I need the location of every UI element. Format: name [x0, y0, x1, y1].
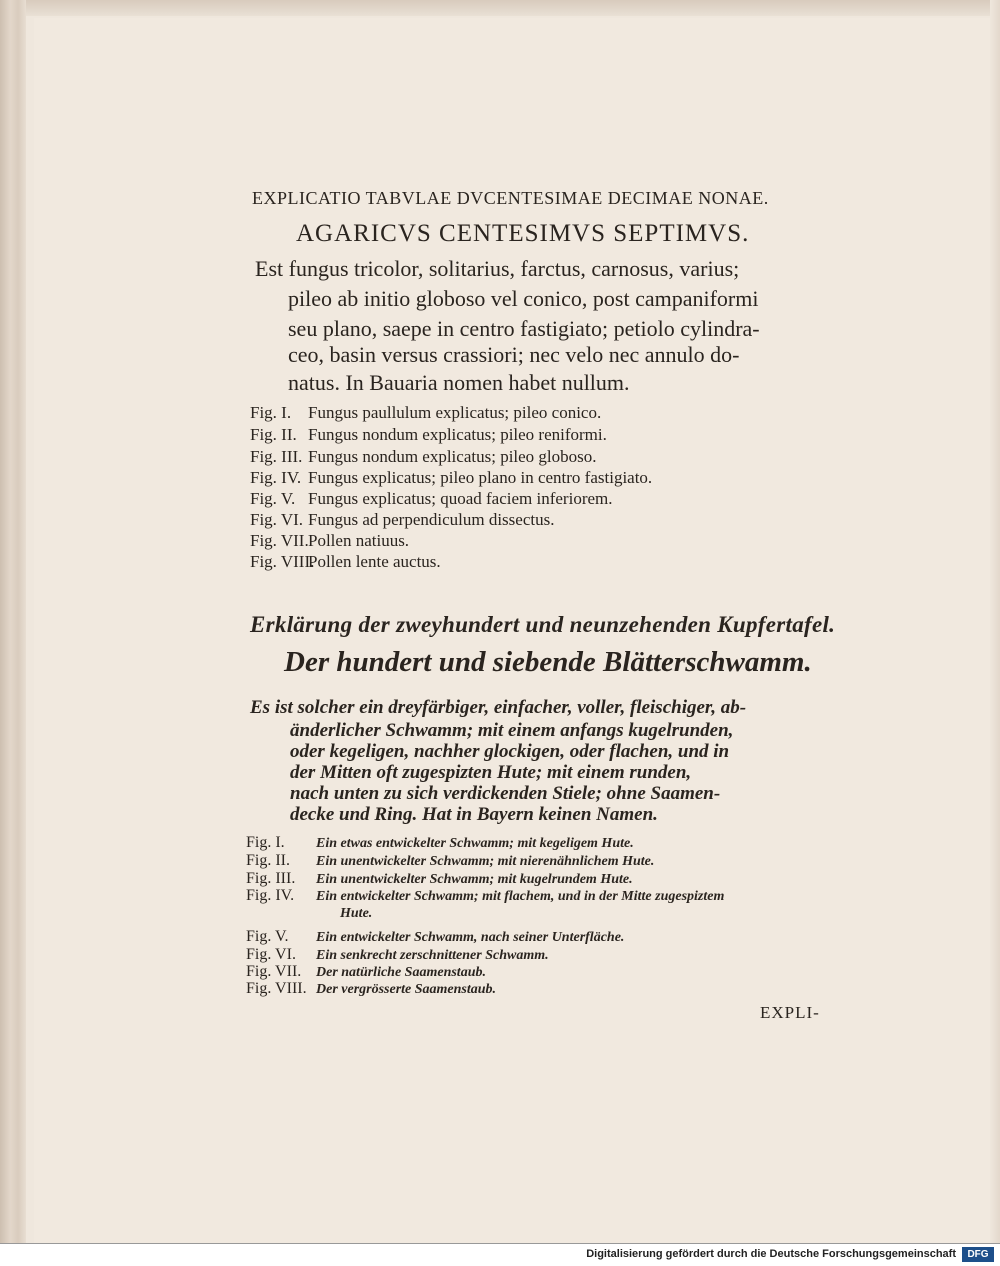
german-figure-item [246, 887, 724, 905]
figure-text: Der vergrösserte Saamenstaub. [316, 982, 497, 997]
german-paragraph-line: der Mitten oft zugespizten Hute; mit einem runden, [290, 762, 692, 783]
figure-label: Fig. VII. [250, 531, 309, 550]
german-heading: Erklärung der zweyhundert und neunzehenden Kupfertafel. [250, 612, 836, 637]
figure-label: Fig. II. [246, 852, 290, 869]
footer-bar [0, 1243, 1000, 1266]
figure-text: Der natürliche Saamenstaub. [316, 965, 486, 980]
figure-label: Fig. VIII. [246, 980, 307, 997]
figure-text: Fungus nondum explicatus; pileo globoso. [308, 447, 597, 466]
latin-figure-item [250, 425, 607, 445]
figure-label: Fig. VI. [246, 946, 296, 963]
latin-paragraph-line: ceo, basin versus crassiori; nec velo nec annulo do- [288, 342, 740, 367]
german-figure-item [246, 870, 633, 888]
german-figure-item [246, 834, 634, 852]
latin-figure-item [250, 510, 554, 530]
figure-text: Fungus explicatus; pileo plano in centro fastigiato. [308, 468, 653, 487]
latin-figure-item [250, 468, 652, 488]
latin-heading: EXPLICATIO TABVLAE DVCENTESIMAE DECIMAE NONAE. [252, 188, 769, 208]
figure-label: Fig. V. [250, 489, 296, 508]
latin-figure-item [250, 489, 613, 509]
figure-text: Ein entwickelter Schwamm, nach seiner Unterfläche. [316, 930, 625, 945]
german-paragraph-line: nach unten zu sich verdickenden Stiele; ohne Saamen- [290, 783, 721, 804]
latin-figure-item [250, 531, 409, 551]
latin-paragraph-line: Est fungus tricolor, solitarius, farctus, carnosus, varius; [255, 256, 740, 281]
figure-text: Ein etwas entwickelter Schwamm; mit kegeligem Hute. [316, 836, 634, 851]
figure-label: Fig. II. [250, 425, 297, 444]
latin-paragraph-line: natus. In Bauaria nomen habet nullum. [288, 370, 630, 395]
figure-label: Fig. VII. [246, 963, 302, 980]
german-paragraph-line: decke und Ring. Hat in Bayern keinen Namen. [290, 804, 658, 825]
dfg-logo: DFG [962, 1247, 994, 1262]
latin-figure-item [250, 403, 601, 423]
figure-text: Fungus paullulum explicatus; pileo conico. [308, 403, 602, 422]
figure-text: Fungus ad perpendiculum dissectus. [308, 510, 555, 529]
german-figure-item [246, 928, 624, 946]
figure-text: Ein senkrecht zerschnittener Schwamm. [316, 948, 549, 963]
latin-figure-item [250, 447, 597, 467]
german-figure-item [246, 963, 486, 981]
german-figure-item [246, 980, 496, 998]
page-top-edge [0, 0, 1000, 16]
german-figure-item [246, 852, 654, 870]
figure-text: Pollen lente auctus. [308, 552, 441, 571]
german-figure-item [246, 946, 549, 964]
figure-label: Fig. IV. [250, 468, 302, 487]
figure-label: Fig. III. [250, 447, 303, 466]
figure-label: Fig. III. [246, 870, 296, 887]
catchword: EXPLI- [760, 1003, 820, 1022]
german-figure-continuation: Hute. [340, 906, 373, 921]
german-paragraph-line: änderlicher Schwamm; mit einem anfangs kugelrunden, [290, 720, 734, 741]
figure-label: Fig. VI. [250, 510, 304, 529]
figure-text: Pollen natiuus. [308, 531, 410, 550]
figure-text: Fungus nondum explicatus; pileo reniformi. [308, 425, 607, 444]
figure-label: Fig. I. [246, 834, 285, 851]
german-paragraph-line: oder kegeligen, nachher glockigen, oder flachen, und in [290, 741, 730, 762]
latin-figure-item [250, 552, 441, 572]
page-left-edge [0, 0, 26, 1243]
figure-label: Fig. V. [246, 928, 289, 945]
german-title: Der hundert und siebende Blätterschwamm. [284, 646, 812, 678]
latin-paragraph-line: pileo ab initio globoso vel conico, post campaniformi [288, 286, 759, 311]
figure-text: Ein unentwickelter Schwamm; mit nierenähnlichem Hute. [316, 854, 655, 869]
figure-label: Fig. VIII. [250, 552, 315, 571]
german-paragraph-line: Es ist solcher ein dreyfärbiger, einfacher, voller, fleischiger, ab- [250, 697, 747, 718]
figure-text: Fungus explicatus; quoad faciem inferiorem. [308, 489, 613, 508]
figure-text: Ein entwickelter Schwamm; mit flachem, und in der Mitte zugespiztem [316, 889, 725, 904]
latin-title: AGARICVS CENTESIMVS SEPTIMVS. [296, 220, 750, 247]
figure-label: Fig. I. [250, 403, 292, 422]
latin-paragraph-line: seu plano, saepe in centro fastigiato; petiolo cylindra- [288, 316, 760, 341]
figure-label: Fig. IV. [246, 887, 295, 904]
figure-text: Ein unentwickelter Schwamm; mit kugelrundem Hute. [316, 872, 633, 887]
funding-credit: Digitalisierung gefördert durch die Deutsche Forschungsgemeinschaft [586, 1248, 956, 1260]
page-right-edge [990, 0, 1000, 1243]
